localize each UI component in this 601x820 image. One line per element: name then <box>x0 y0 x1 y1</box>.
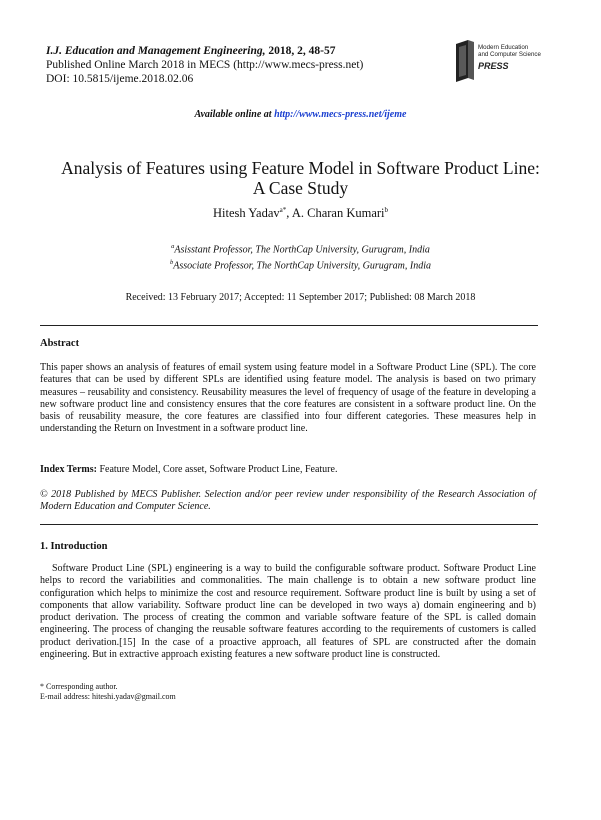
author-2-sup: b <box>384 206 389 214</box>
paper-title <box>20 158 581 198</box>
abstract-heading: Abstract <box>40 338 80 349</box>
logo-text-line3: PRESS <box>478 61 509 71</box>
journal-title: I.J. Education and Management Engineering, <box>46 45 266 57</box>
available-online <box>0 109 601 120</box>
journal-url-link[interactable]: http://www.mecs-press.net/ijeme <box>274 109 407 120</box>
footnote-corresponding: * Corresponding author. <box>40 682 118 691</box>
introduction-text: Software Product Line (SPL) engineering is a way to build the configurable software product. Software Product Line helps to record the variabilities and commonalities. The main challenge is to obtain a new software product line configuration which helps to minimize the cost and resource requirement. Software product line is built by using a set of components that allow variability. Software product line can be developed in two ways a) domain engineering and b) product derivation. The process of creating the common and variable software feature of the SPL is called domain engineering. The process of changing the reusable software features according to the requirements of customers is called product derivation.[15] In the case of a proactive approach, all features of SPL are constructed after the domain engineering. But in extractive approach existing features a new software product line is constructed. <box>40 563 536 661</box>
journal-citation <box>46 44 363 58</box>
divider-top <box>40 325 538 326</box>
affiliation-a-sup: a <box>171 243 175 250</box>
author-1: Hitesh Yadav <box>212 206 280 221</box>
journal-header <box>46 44 363 86</box>
affiliation-b-sup: b <box>170 259 174 267</box>
copyright-notice: © 2018 Published by MECS Publisher. Selection and/or peer review under responsibility of the Research Association of Modern Education and Computer Science. <box>40 489 536 513</box>
logo-text-line1: Modern Education <box>478 44 529 51</box>
affiliation-a-text: Asisstant Professor, The NorthCap University, Gurugram, India <box>174 244 430 256</box>
footnote-email: E-mail address: hiteshi.yadav@gmail.com <box>40 692 176 701</box>
book-logo-icon <box>452 38 562 86</box>
publisher-logo <box>452 38 562 86</box>
author-2: A. Charan Kumari <box>291 206 385 221</box>
index-terms-text: Feature Model, Core asset, Software Product Line, Feature. <box>96 464 338 475</box>
title-line-2: A Case Study <box>252 178 349 198</box>
index-terms <box>40 464 536 476</box>
divider-bottom <box>40 524 538 525</box>
footnote <box>40 682 176 702</box>
abstract-text: This paper shows an analysis of features of email system using feature model in a Software Product Line (SPL). The core features that can be used by different SPLs are identified using feature model. The analysis is based on two primary measures – reusability and consistency. Reusability measures the level of frequency of usage of the feature in developing a new software product line and consistency ensures that the core features are consistent in a software product line. On the basis of reusability measure, the core features are classified into four different categories. These measures help in understanding the Return on Investment in a software product line. <box>40 362 536 435</box>
published-line: Published Online March 2018 in MECS (http://www.mecs-press.net) <box>46 59 364 71</box>
introduction-heading: 1. Introduction <box>40 541 108 552</box>
author-list <box>0 206 601 221</box>
author-1-sup: a* <box>279 206 287 214</box>
author-separator: , <box>286 206 292 221</box>
journal-volume: 2018, 2, 48-57 <box>265 45 336 57</box>
doi-line: DOI: 10.5815/ijeme.2018.02.06 <box>46 73 194 85</box>
index-terms-label: Index Terms: <box>40 464 97 475</box>
affiliation-b-text: Associate Professor, The NorthCap University, Gurugram, India <box>173 260 431 272</box>
affiliations <box>0 240 601 273</box>
affiliation-a <box>0 240 601 256</box>
logo-text-line2: and Computer Science <box>478 51 541 58</box>
title-line-1: Analysis of Features using Feature Model in Software Product Line: <box>61 158 540 178</box>
received-dates: Received: 13 February 2017; Accepted: 11 September 2017; Published: 08 March 2018 <box>125 292 476 303</box>
affiliation-b <box>0 256 601 272</box>
available-prefix: Available online at <box>194 109 275 120</box>
